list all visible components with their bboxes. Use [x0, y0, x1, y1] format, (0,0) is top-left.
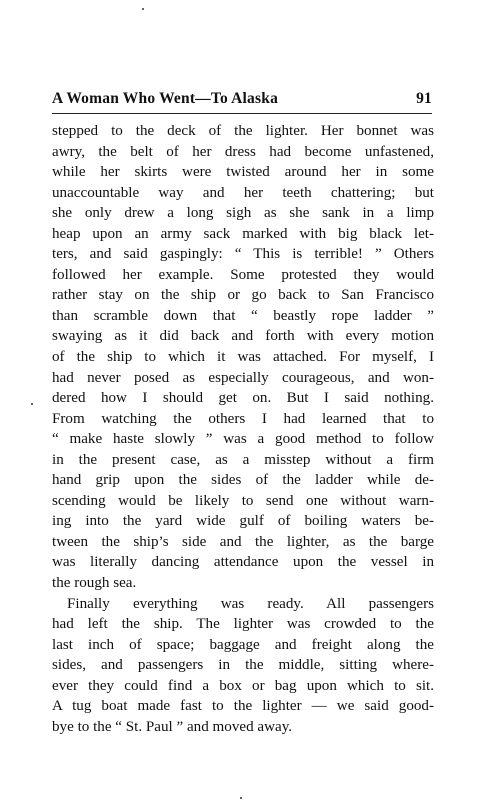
text-line: scending would be likely to send one without warn-	[52, 492, 434, 509]
text-line: Finally everything was ready. All passengers	[67, 595, 434, 612]
text-line: unaccountable way and her teeth chattering; but	[52, 184, 434, 201]
page-number: 91	[416, 90, 432, 107]
text-line: bye to the “ St. Paul ” and moved away.	[52, 718, 293, 735]
text-line: A tug boat made fast to the lighter — we said good-	[52, 698, 434, 715]
text-line: hand grip upon the sides of the ladder while de-	[52, 472, 434, 489]
text-line: From watching the others I had learned that to	[52, 410, 434, 427]
text-line: sides, and passengers in the middle, sitting where-	[52, 657, 434, 674]
paragraph-1	[52, 121, 434, 594]
text-line: ever they could find a box or bag upon which to sit.	[52, 677, 434, 694]
text-line: in the present case, as a misstep without a firm	[52, 451, 434, 468]
print-speck	[142, 8, 144, 10]
body-text	[52, 121, 434, 737]
text-line: had left the ship. The lighter was crowded to the	[52, 616, 434, 633]
text-line: “ make haste slowly ” was a good method to follow	[52, 431, 434, 448]
text-line: rather stay on the ship or go back to San Francisco	[52, 287, 434, 304]
text-line: heap upon an army sack marked with big black let-	[52, 225, 434, 242]
paragraph-2	[52, 594, 434, 738]
running-head	[52, 90, 432, 114]
text-line: than scramble down that “ beastly rope ladder ”	[52, 307, 434, 324]
text-line: she only drew a long sigh as she sank in a limp	[52, 205, 434, 222]
text-line: ing into the yard wide gulf of boiling waters be-	[52, 513, 434, 530]
text-line: tween the ship’s side and the lighter, as the barge	[52, 533, 434, 550]
header-rule	[52, 113, 432, 114]
text-line: while her skirts were twisted around her in some	[52, 164, 434, 181]
text-line: of the ship to which it was attached. For myself, I	[52, 349, 434, 366]
text-line: the rough sea.	[52, 575, 137, 592]
text-line: followed her example. Some protested they would	[52, 266, 434, 283]
text-line: awry, the belt of her dress had become unfastened,	[52, 143, 434, 160]
text-line: ters, and said gaspingly: “ This is terrible! ” Others	[52, 246, 434, 263]
text-line: swaying as it did back and forth with every motion	[52, 328, 434, 345]
print-speck	[240, 797, 242, 799]
text-line: stepped to the deck of the lighter. Her bonnet was	[52, 123, 434, 139]
print-speck	[31, 403, 33, 405]
text-line: had never posed as especially courageous, and won-	[52, 369, 434, 386]
text-line: was literally dancing attendance upon the vessel in	[52, 554, 434, 571]
text-line: last inch of space; baggage and freight along the	[52, 636, 434, 653]
running-title: A Woman Who Went—To Alaska	[52, 90, 279, 107]
text-line: dered how I should get on. But I said nothing.	[52, 390, 434, 407]
